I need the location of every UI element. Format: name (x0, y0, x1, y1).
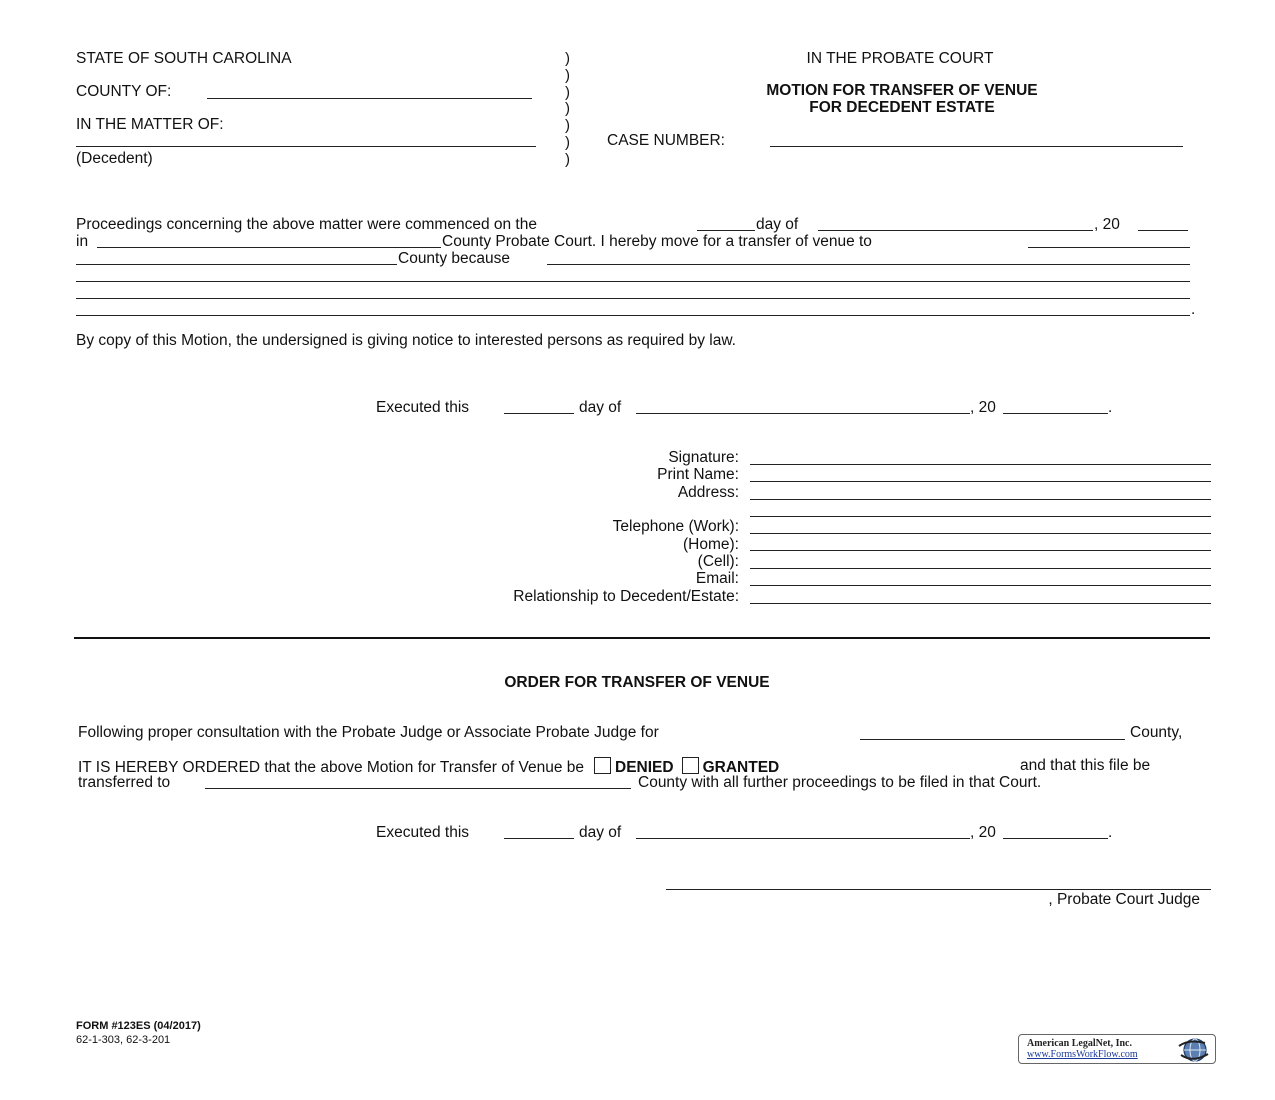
form-title-line1: MOTION FOR TRANSFER OF VENUE (766, 82, 1038, 99)
case-number-label: CASE NUMBER: (607, 132, 725, 149)
telephone-cell-label: (Cell): (697, 553, 739, 570)
order-executed-day-field[interactable] (504, 838, 574, 839)
executed-label: Executed this (376, 399, 470, 416)
executed-month-field[interactable] (636, 413, 970, 414)
granted-label: GRANTED (702, 759, 780, 776)
period: . (1191, 301, 1196, 318)
order-executed-year-label: , 20 (970, 824, 996, 841)
granted-checkbox[interactable] (682, 757, 699, 774)
section-divider (74, 637, 1210, 639)
address-field-line2[interactable] (750, 516, 1211, 517)
transfer-text-end: County with all further proceedings to be filed in that Court. (638, 774, 1042, 791)
period: . (1108, 399, 1113, 416)
paren: ) (565, 67, 570, 84)
reason-field[interactable] (76, 281, 1190, 282)
p1-text: County Probate Court. I hereby move for a transfer of venue to (442, 233, 872, 250)
email-label: Email: (695, 570, 739, 587)
p1-text: day of (756, 216, 799, 233)
logo-company-name: American LegalNet, Inc. (1027, 1038, 1132, 1049)
executed-dayof-label: day of (579, 399, 622, 416)
order-executed-label: Executed this (376, 824, 470, 841)
order-executed-month-field[interactable] (636, 838, 970, 839)
email-field[interactable] (750, 585, 1211, 586)
form-title-line2: FOR DECEDENT ESTATE (809, 99, 995, 116)
globe-icon (1175, 1037, 1211, 1068)
case-number-field[interactable] (770, 146, 1183, 147)
court-heading: IN THE PROBATE COURT (806, 50, 994, 67)
p1-text: in (76, 233, 89, 250)
ordered-text: IT IS HEREBY ORDERED that the above Motion for Transfer of Venue be (78, 759, 585, 776)
commenced-month-field[interactable] (818, 230, 1093, 231)
judge-county-field[interactable] (860, 739, 1125, 740)
order-executed-year-field[interactable] (1003, 838, 1108, 839)
p1-text: , 20 (1094, 216, 1120, 233)
signature-field[interactable] (750, 464, 1211, 465)
transfer-to-county-field[interactable] (205, 788, 631, 789)
telephone-cell-field[interactable] (750, 568, 1211, 569)
address-field[interactable] (750, 499, 1211, 500)
transfer-county-field-cont[interactable] (76, 264, 397, 265)
reason-field[interactable] (76, 315, 1190, 316)
commenced-year-field[interactable] (1138, 230, 1188, 231)
transfer-county-field[interactable] (1028, 247, 1190, 248)
form-number: FORM #123ES (04/2017) (76, 1020, 201, 1032)
relationship-field[interactable] (750, 603, 1211, 604)
denied-checkbox[interactable] (594, 757, 611, 774)
county-field[interactable] (207, 98, 532, 99)
matter-label: IN THE MATTER OF: (76, 116, 224, 133)
paren: ) (565, 84, 570, 101)
judge-title: , Probate Court Judge (1048, 891, 1200, 908)
transfer-text: transferred to (78, 774, 171, 791)
order-executed-dayof-label: day of (579, 824, 622, 841)
address-label: Address: (677, 484, 739, 501)
statute-reference: 62-1-303, 62-3-201 (76, 1034, 171, 1046)
denied-label: DENIED (615, 759, 674, 776)
signature-label: Signature: (668, 449, 739, 466)
judge-signature-field[interactable] (666, 889, 1211, 890)
publisher-logo[interactable] (1018, 1034, 1216, 1064)
p1-text: Proceedings concerning the above matter were commenced on the (76, 216, 537, 233)
telephone-work-field[interactable] (750, 533, 1211, 534)
county-label: COUNTY OF: (76, 83, 172, 100)
telephone-work-label: Telephone (Work): (612, 518, 739, 535)
executed-year-label: , 20 (970, 399, 996, 416)
logo-url[interactable]: www.FormsWorkFlow.com (1027, 1049, 1138, 1060)
paren: ) (565, 151, 570, 168)
paren: ) (565, 117, 570, 134)
order-consult-text: Following proper consultation with the Probate Judge or Associate Probate Judge for (78, 724, 659, 741)
notice-text: By copy of this Motion, the undersigned is giving notice to interested persons as required by law. (76, 332, 736, 349)
telephone-home-field[interactable] (750, 550, 1211, 551)
matter-field[interactable] (76, 146, 536, 147)
paren: ) (565, 50, 570, 67)
current-county-field[interactable] (97, 247, 441, 248)
executed-day-field[interactable] (504, 413, 574, 414)
relationship-label: Relationship to Decedent/Estate: (513, 588, 739, 605)
commenced-day-field[interactable] (697, 230, 755, 231)
print-name-label: Print Name: (657, 466, 739, 483)
state-heading: STATE OF SOUTH CAROLINA (76, 50, 292, 67)
reason-field[interactable] (547, 264, 1190, 265)
p1-text: County because (398, 250, 511, 267)
print-name-field[interactable] (750, 481, 1211, 482)
reason-field[interactable] (76, 298, 1190, 299)
decedent-label: (Decedent) (76, 150, 153, 167)
telephone-home-label: (Home): (683, 536, 739, 553)
period: . (1108, 824, 1113, 841)
order-title: ORDER FOR TRANSFER OF VENUE (504, 674, 770, 691)
executed-year-field[interactable] (1003, 413, 1108, 414)
paren: ) (565, 134, 570, 151)
order-consult-county: County, (1130, 724, 1183, 741)
paren: ) (565, 100, 570, 117)
ordered-text-end: and that this file be (1020, 757, 1151, 774)
